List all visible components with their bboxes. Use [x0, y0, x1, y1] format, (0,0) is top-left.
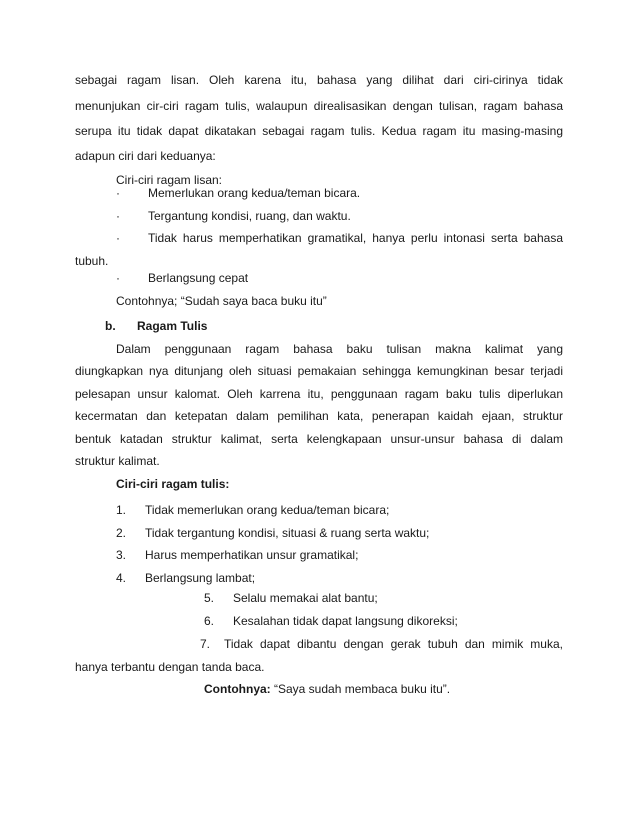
tulis-item: Tidak memerlukan orang kedua/teman bicara;: [145, 503, 390, 517]
list-number: 5.: [204, 591, 215, 605]
tulis-example: [204, 681, 450, 697]
lisan-heading: Ciri-ciri ragam lisan:: [116, 173, 223, 187]
tulis-paragraph-line: diungkapkan nya ditunjang oleh situasi pemakaian sehingga kemungkinan besar terjadi: [75, 364, 563, 378]
tulis-item: Tidak dapat dibantu dengan gerak tubuh dan mimik muka,: [224, 637, 563, 651]
lisan-item-continuation: tubuh.: [75, 254, 109, 268]
tulis-item: Tidak tergantung kondisi, situasi & ruang serta waktu;: [145, 526, 430, 540]
lisan-item: Berlangsung cepat: [148, 271, 249, 285]
list-number: 7.: [200, 637, 211, 651]
tulis-paragraph-line: bentuk katadan struktur kalimat, serta kelengkapaan unsur-unsur bahasa di dalam: [75, 432, 563, 446]
intro-line: serupa itu tidak dapat dikatakan sebagai ragam tulis. Kedua ragam itu masing-masing: [75, 124, 563, 138]
tulis-item: Selalu memakai alat bantu;: [233, 591, 378, 605]
tulis-item: Harus memperhatikan unsur gramatikal;: [145, 548, 359, 562]
tulis-item: Berlangsung lambat;: [145, 571, 256, 585]
tulis-item-continuation: hanya terbantu dengan tanda baca.: [75, 660, 265, 674]
intro-line: menunjukan cir-ciri ragam tulis, walaupun direalisasikan dengan tulisan, ragam bahasa: [75, 99, 563, 113]
tulis-heading: Ciri-ciri ragam tulis:: [116, 477, 230, 491]
tulis-paragraph-line: kecermatan dan ketepatan dalam pemilihan kata, penerapan kaidah ejaan, struktur: [75, 409, 563, 423]
tulis-paragraph-line: pelesapan unsur kalomat. Oleh karrena itu, penggunaan ragam baku tulis diperlukan: [75, 387, 563, 401]
list-number: 3.: [116, 548, 127, 562]
bullet-marker: ·: [116, 186, 120, 200]
intro-line: sebagai ragam lisan. Oleh karena itu, bahasa yang dilihat dari ciri-cirinya tidak: [75, 73, 563, 87]
lisan-example: Contohnya; “Sudah saya baca buku itu”: [116, 294, 327, 308]
tulis-paragraph-line: Dalam penggunaan ragam bahasa baku tulisan makna kalimat yang: [116, 342, 563, 356]
list-number: 2.: [116, 526, 127, 540]
bullet-marker: ·: [116, 271, 120, 285]
section-marker: b.: [105, 319, 116, 333]
bullet-marker: ·: [116, 231, 120, 245]
list-number: 4.: [116, 571, 127, 585]
intro-line: adapun ciri dari keduanya:: [75, 149, 216, 163]
tulis-example-label: Contohnya:: [204, 682, 271, 696]
tulis-example-text: “Saya sudah membaca buku itu”.: [270, 682, 451, 696]
list-number: 1.: [116, 503, 127, 517]
tulis-paragraph-line: struktur kalimat.: [75, 454, 160, 468]
bullet-marker: ·: [116, 209, 120, 223]
lisan-item: Memerlukan orang kedua/teman bicara.: [148, 186, 361, 200]
tulis-item: Kesalahan tidak dapat langsung dikoreksi;: [233, 614, 458, 628]
section-title: Ragam Tulis: [137, 319, 208, 333]
list-number: 6.: [204, 614, 215, 628]
lisan-item: Tergantung kondisi, ruang, dan waktu.: [148, 209, 351, 223]
lisan-item: Tidak harus memperhatikan gramatikal, hanya perlu intonasi serta bahasa: [148, 231, 563, 245]
